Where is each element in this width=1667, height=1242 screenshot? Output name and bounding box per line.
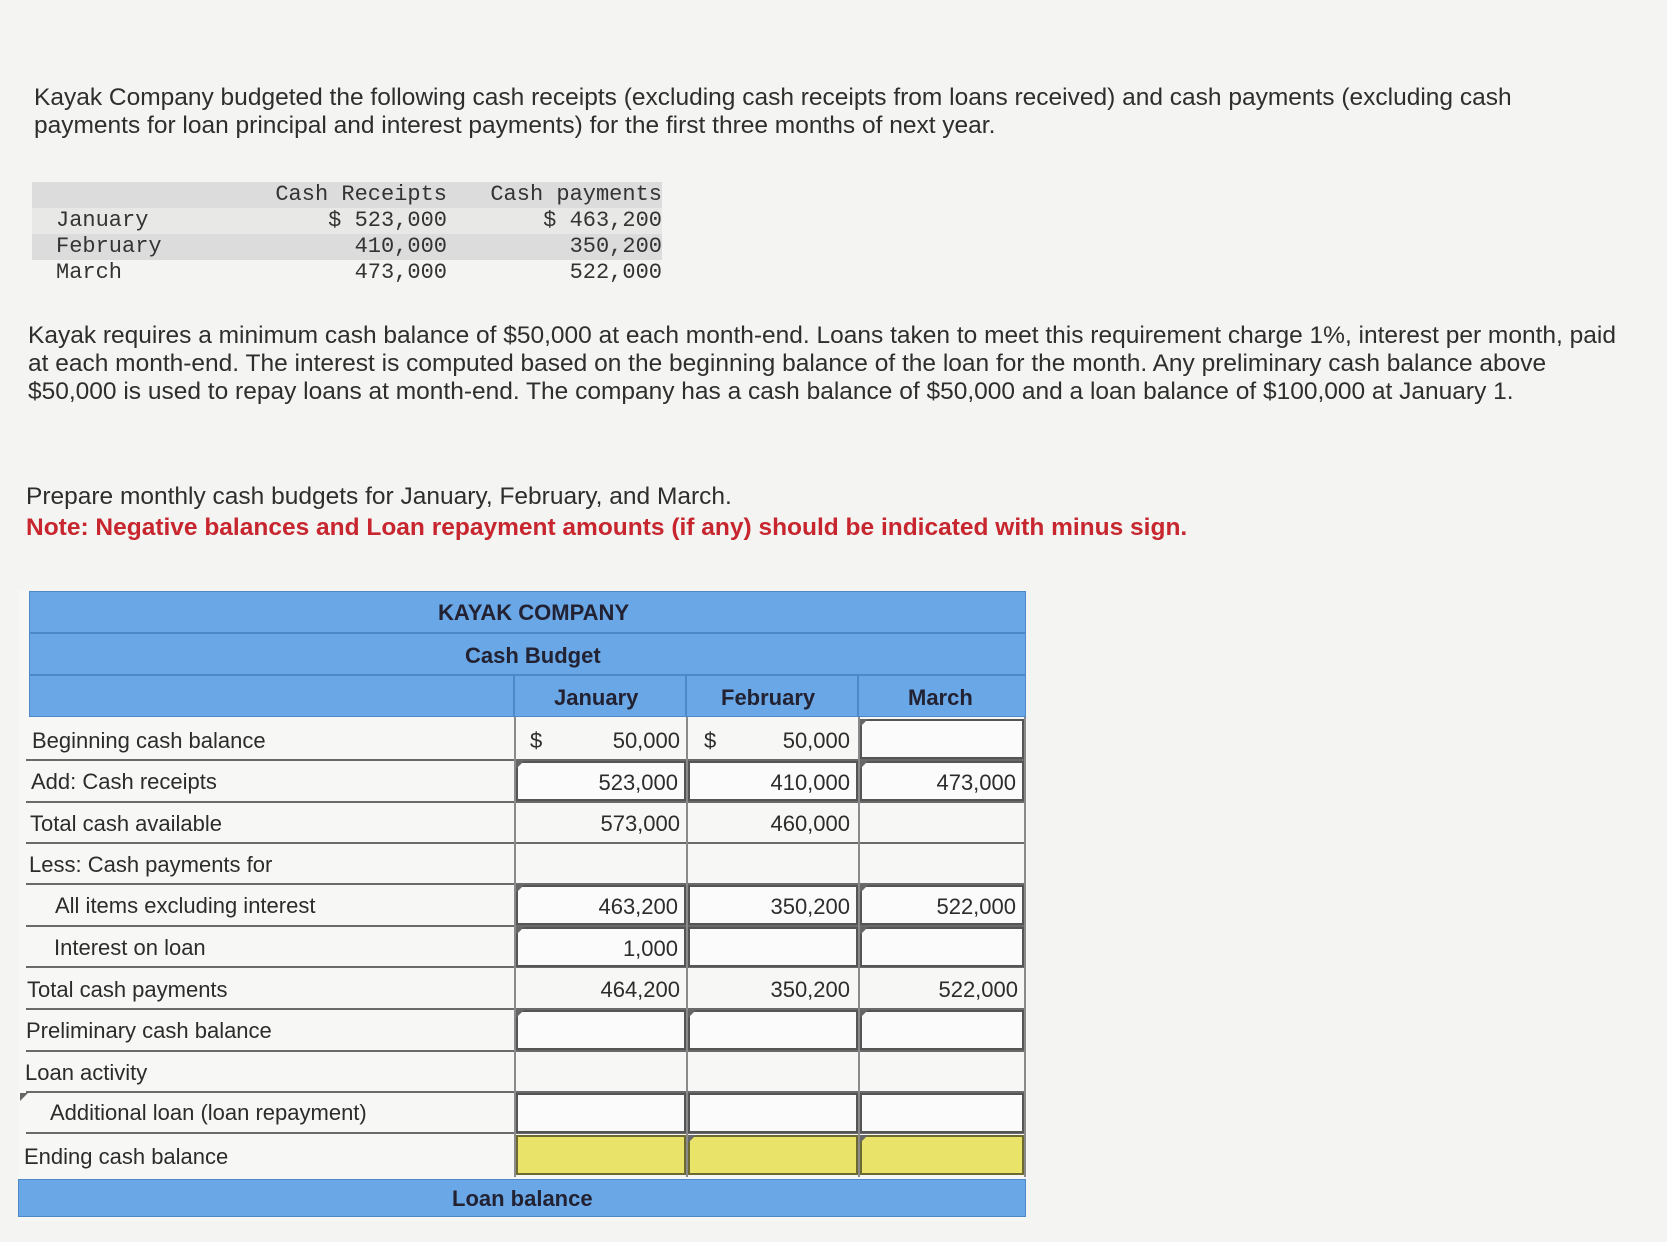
month-label: February (56, 234, 162, 259)
company-name: KAYAK COMPANY (438, 600, 630, 625)
receipts-payments-table (32, 182, 662, 286)
label-interest-on-loan: Interest on loan (54, 935, 206, 960)
input-marker (516, 761, 524, 769)
loan-feb-input[interactable] (688, 1093, 858, 1133)
month-header-january: January (554, 685, 639, 710)
input-marker (688, 1010, 696, 1018)
preliminary-feb-input[interactable] (688, 1010, 858, 1050)
table-row (32, 260, 662, 286)
label-cash-receipts: Add: Cash receipts (31, 769, 217, 794)
header-label-band (29, 675, 514, 717)
beginning-mar-input[interactable] (860, 719, 1024, 759)
receipts-feb: 410,000 (770, 770, 850, 795)
input-marker (860, 927, 868, 935)
month-header-march: March (908, 685, 973, 710)
payments-value: 350,200 (569, 234, 662, 259)
label-loan-activity: Loan activity (25, 1060, 148, 1085)
input-marker (860, 1135, 868, 1143)
label-preliminary-balance: Preliminary cash balance (26, 1018, 272, 1043)
items-mar: 522,000 (936, 894, 1016, 919)
interest-jan: 1,000 (622, 936, 678, 961)
beginning-feb: 50,000 (782, 728, 850, 753)
label-total-available: Total cash available (30, 811, 223, 836)
total-payments-mar: 522,000 (938, 977, 1018, 1002)
total-payments-feb: 350,200 (770, 977, 850, 1002)
column-divider (1024, 717, 1026, 1177)
dollar-sign: $ (704, 728, 717, 753)
dollar-sign: $ (530, 728, 543, 753)
items-feb: 350,200 (770, 894, 850, 919)
input-marker (516, 1010, 524, 1018)
input-marker (516, 885, 524, 893)
input-marker (860, 761, 868, 769)
row-divider (26, 1050, 1026, 1052)
receipts-value: $ 523,000 (328, 208, 447, 233)
ending-feb-input[interactable] (688, 1135, 858, 1175)
receipts-value: 410,000 (354, 234, 447, 259)
available-feb: 460,000 (770, 811, 850, 836)
receipts-feb-input[interactable] (688, 761, 858, 801)
note-text: Note: Negative balances and Loan repayment amounts (if any) should be indicated with minus sign. (26, 514, 1188, 541)
loan-jan-input[interactable] (516, 1093, 686, 1133)
label-total-payments: Total cash payments (27, 977, 228, 1002)
loan-balance-label: Loan balance (452, 1186, 593, 1211)
payments-value: 522,000 (569, 260, 662, 285)
requirement-paragraph: Kayak requires a minimum cash balance of $50,000 at each month-end. Loans taken to meet this requirement charge 1%, interest per month, paid at each month-end. The interest is computed based on the beginning balance of the loan for the month. Any preliminary cash balance above $50,000 is used to repay loans at month-end. The company has a cash balance of $50,000 and a loan balance of $100,000 at January 1. (28, 322, 1616, 405)
interest-mar-input[interactable] (860, 927, 1024, 967)
items-jan-input[interactable] (516, 885, 686, 925)
cash-budget-table (18, 591, 1026, 1221)
month-label: March (56, 260, 123, 285)
receipts-header: Cash Receipts (275, 182, 447, 207)
items-jan: 463,200 (598, 894, 678, 919)
instruction-text: Prepare monthly cash budgets for January, February, and March. (26, 483, 732, 510)
input-marker (688, 1135, 696, 1143)
budget-title: Cash Budget (465, 643, 601, 668)
receipts-jan-input[interactable] (516, 761, 686, 801)
total-payments-jan: 464,200 (600, 977, 680, 1002)
input-marker (516, 927, 524, 935)
available-jan: 573,000 (600, 811, 680, 836)
loan-mar-input[interactable] (860, 1093, 1024, 1133)
receipts-value: 473,000 (354, 260, 447, 285)
label-less-payments: Less: Cash payments for (29, 852, 273, 877)
interest-feb-input[interactable] (688, 927, 858, 967)
table-header-row (32, 182, 662, 208)
preliminary-mar-input[interactable] (860, 1010, 1024, 1050)
input-marker (860, 1010, 868, 1018)
row-divider (26, 842, 1026, 844)
beginning-jan: 50,000 (612, 728, 680, 753)
receipts-mar: 473,000 (936, 770, 1016, 795)
input-marker (860, 719, 868, 727)
interest-jan-input[interactable] (516, 927, 686, 967)
preliminary-jan-input[interactable] (516, 1010, 686, 1050)
items-feb-input[interactable] (688, 885, 858, 925)
row-divider (26, 801, 1026, 803)
label-items-excluding-interest: All items excluding interest (55, 893, 316, 918)
payments-header: Cash payments (490, 182, 662, 207)
receipts-mar-input[interactable] (860, 761, 1024, 801)
input-marker (20, 1093, 28, 1101)
label-additional-loan: Additional loan (loan repayment) (50, 1100, 367, 1125)
payments-value: $ 463,200 (543, 208, 662, 233)
ending-mar-input[interactable] (860, 1135, 1024, 1175)
receipts-jan: 523,000 (598, 770, 678, 795)
month-label: January (56, 208, 149, 233)
label-ending-cash: Ending cash balance (24, 1144, 229, 1169)
table-row (32, 234, 662, 260)
ending-jan-input[interactable] (516, 1135, 686, 1175)
intro-paragraph: Kayak Company budgeted the following cash receipts (excluding cash receipts from loans received) and cash payments (excluding cash payments for loan principal and interest payments) for the first three months of next year. (34, 84, 1512, 139)
input-marker (860, 885, 868, 893)
label-beginning-cash: Beginning cash balance (32, 728, 266, 753)
table-row (32, 208, 662, 234)
items-mar-input[interactable] (860, 885, 1024, 925)
month-header-february: February (721, 685, 816, 710)
